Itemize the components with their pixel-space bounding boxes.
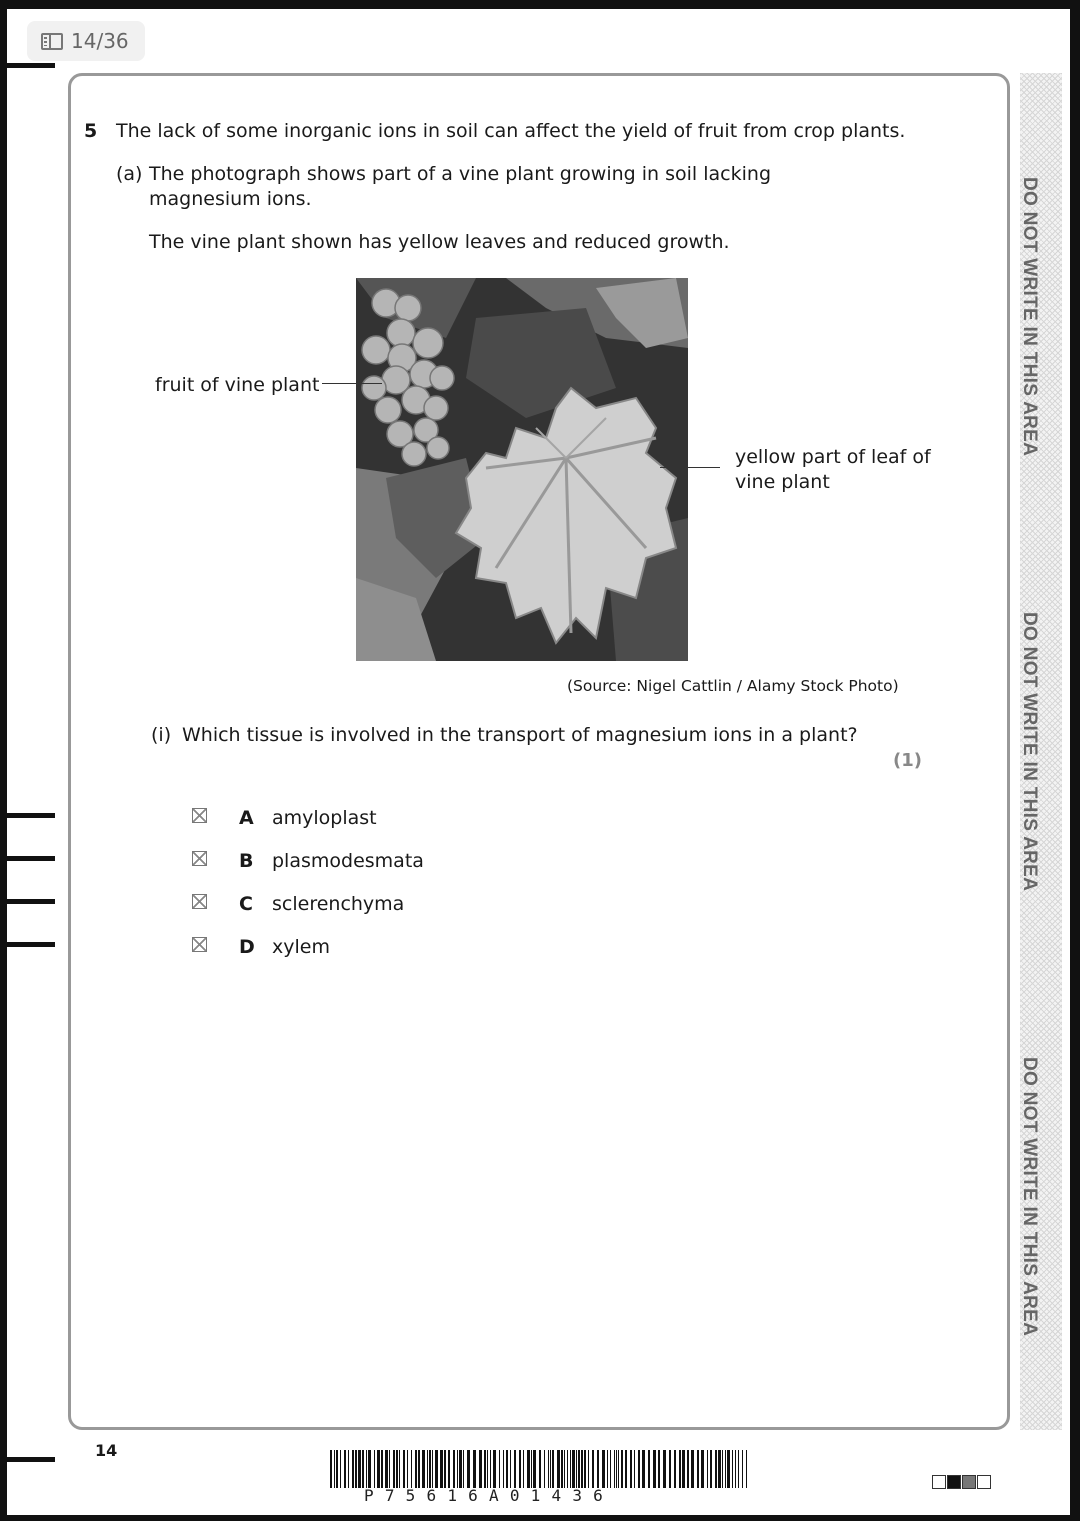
marks-label: (1)	[893, 750, 922, 771]
registration-mark	[0, 899, 55, 904]
barcode-bar	[634, 1450, 635, 1488]
barcode-bar	[725, 1450, 726, 1488]
barcode-bar	[429, 1450, 431, 1488]
barcode-bar	[658, 1450, 660, 1488]
barcode-bar	[648, 1450, 650, 1488]
barcode-bar	[642, 1450, 645, 1488]
label-leaf: vine plant	[735, 471, 830, 493]
square-marker	[932, 1475, 946, 1489]
barcode-bar	[479, 1450, 482, 1488]
barcode-bar	[602, 1450, 605, 1488]
barcode-bar	[727, 1450, 730, 1488]
barcode-bar	[519, 1450, 521, 1488]
barcode-bar	[340, 1450, 341, 1488]
barcode-bar	[697, 1450, 699, 1488]
question-frame	[68, 73, 1010, 1430]
question-number: 5	[84, 120, 98, 142]
barcode-bar	[625, 1450, 627, 1488]
barcode	[330, 1450, 747, 1488]
barcode-bar	[710, 1450, 712, 1488]
leader-line-leaf	[660, 467, 720, 468]
barcode-bar	[597, 1450, 599, 1488]
barcode-bar	[444, 1450, 446, 1488]
square-marker	[947, 1475, 961, 1489]
barcode-bar	[572, 1450, 575, 1488]
barcode-bar	[561, 1450, 563, 1488]
barcode-bar	[362, 1450, 364, 1488]
barcode-bar	[674, 1450, 676, 1488]
barcode-bar	[735, 1450, 736, 1488]
barcode-bar	[539, 1450, 541, 1488]
option-c-letter: C	[239, 893, 253, 915]
label-fruit: fruit of vine plant	[155, 374, 320, 396]
barcode-bar	[570, 1450, 571, 1488]
frame-bottom-border	[0, 1515, 1080, 1521]
option-a-text: amyloplast	[272, 807, 377, 829]
sub-question-text: Which tissue is involved in the transport of magnesium ions in a plant?	[182, 724, 858, 746]
barcode-bar	[578, 1450, 580, 1488]
barcode-bar	[358, 1450, 361, 1488]
barcode-bar	[523, 1450, 524, 1488]
barcode-bar	[610, 1450, 611, 1488]
barcode-text: P75616A01436	[364, 1486, 614, 1505]
barcode-bar	[581, 1450, 583, 1488]
frame-top-border	[0, 0, 1080, 9]
barcode-bar	[399, 1450, 400, 1488]
barcode-bar	[638, 1450, 640, 1488]
barcode-bar	[493, 1450, 496, 1488]
margin-notice: DO NOT WRITE IN THIS AREA	[1019, 1057, 1040, 1337]
option-a-letter: A	[239, 807, 254, 829]
barcode-bar	[459, 1450, 462, 1488]
page-indicator-label: 14/36	[71, 29, 129, 53]
barcode-bar	[616, 1450, 617, 1488]
barcode-bar	[407, 1450, 408, 1488]
barcode-bar	[592, 1450, 594, 1488]
barcode-bar	[567, 1450, 568, 1488]
barcode-bar	[381, 1450, 383, 1488]
barcode-bar	[707, 1450, 708, 1488]
frame-left-border	[0, 0, 7, 1521]
option-a-checkbox[interactable]	[192, 808, 207, 823]
square-marker	[977, 1475, 991, 1489]
barcode-bar	[393, 1450, 395, 1488]
barcode-bar	[576, 1450, 577, 1488]
option-c-text: sclerenchyma	[272, 893, 405, 915]
barcode-bar	[742, 1450, 743, 1488]
frame-right-border	[1070, 0, 1080, 1521]
part-a-text-2: The vine plant shown has yellow leaves and reduced growth.	[149, 231, 730, 253]
square-marker	[962, 1475, 976, 1489]
barcode-bar	[630, 1450, 632, 1488]
label-leaf: yellow part of leaf of	[735, 446, 931, 468]
barcode-bar	[682, 1450, 685, 1488]
barcode-bar	[440, 1450, 443, 1488]
option-d-checkbox[interactable]	[192, 937, 207, 952]
barcode-bar	[484, 1450, 486, 1488]
barcode-bar	[366, 1450, 367, 1488]
barcode-bar	[544, 1450, 545, 1488]
barcode-bar	[718, 1450, 721, 1488]
barcode-bar	[467, 1450, 470, 1488]
registration-mark	[0, 1457, 55, 1462]
barcode-bar	[663, 1450, 666, 1488]
page-squares	[932, 1475, 992, 1489]
barcode-bar	[344, 1450, 346, 1488]
barcode-bar	[618, 1450, 619, 1488]
option-b-checkbox[interactable]	[192, 851, 207, 866]
barcode-bar	[348, 1450, 349, 1488]
barcode-bar	[621, 1450, 623, 1488]
part-a-text: magnesium ions.	[149, 188, 312, 210]
barcode-bar	[377, 1450, 380, 1488]
barcode-bar	[453, 1450, 455, 1488]
barcode-bar	[687, 1450, 689, 1488]
part-a-label: (a)	[116, 163, 143, 185]
barcode-bar	[411, 1450, 412, 1488]
barcode-bar	[503, 1450, 504, 1488]
barcode-bar	[490, 1450, 491, 1488]
margin-notice: DO NOT WRITE IN THIS AREA	[1019, 177, 1040, 457]
barcode-bar	[653, 1450, 656, 1488]
barcode-bar	[355, 1450, 357, 1488]
barcode-bar	[548, 1450, 549, 1488]
option-c-checkbox[interactable]	[192, 894, 207, 909]
page-number: 14	[95, 1441, 118, 1460]
barcode-bar	[564, 1450, 565, 1488]
margin-notice: DO NOT WRITE IN THIS AREA	[1019, 612, 1040, 892]
barcode-bar	[732, 1450, 733, 1488]
page-indicator[interactable]	[27, 21, 145, 61]
barcode-bar	[463, 1450, 464, 1488]
barcode-bar	[432, 1450, 433, 1488]
option-b-letter: B	[239, 850, 254, 872]
barcode-bar	[448, 1450, 450, 1488]
registration-mark	[0, 856, 55, 861]
barcode-bar	[330, 1450, 332, 1488]
barcode-bar	[738, 1450, 739, 1488]
leader-line-fruit	[322, 383, 382, 384]
barcode-bar	[415, 1450, 417, 1488]
barcode-bar	[701, 1450, 704, 1488]
barcode-bar	[499, 1450, 500, 1488]
barcode-bar	[336, 1450, 338, 1488]
question-stem: The lack of some inorganic ions in soil can affect the yield of fruit from crop plants.	[116, 120, 906, 142]
option-d-text: xylem	[272, 936, 330, 958]
barcode-bar	[607, 1450, 608, 1488]
barcode-bar	[374, 1450, 375, 1488]
barcode-bar	[510, 1450, 511, 1488]
barcode-bar	[389, 1450, 390, 1488]
barcode-bar	[679, 1450, 681, 1488]
barcode-bar	[435, 1450, 438, 1488]
registration-mark	[0, 942, 55, 947]
barcode-bar	[418, 1450, 420, 1488]
barcode-bar	[385, 1450, 388, 1488]
barcode-bar	[403, 1450, 405, 1488]
vine-plant-photo	[356, 278, 688, 661]
barcode-bar	[557, 1450, 560, 1488]
barcode-bar	[473, 1450, 476, 1488]
barcode-bar	[487, 1450, 488, 1488]
barcode-bar	[506, 1450, 508, 1488]
barcode-bar	[584, 1450, 586, 1488]
barcode-bar	[533, 1450, 536, 1488]
barcode-bar	[691, 1450, 694, 1488]
barcode-bar	[334, 1450, 335, 1488]
barcode-bar	[457, 1450, 458, 1488]
barcode-bar	[368, 1450, 371, 1488]
part-a-text: The photograph shows part of a vine plant growing in soil lacking	[149, 163, 771, 185]
barcode-bar	[352, 1450, 354, 1488]
barcode-bar	[614, 1450, 615, 1488]
barcode-bar	[669, 1450, 671, 1488]
registration-mark	[0, 813, 55, 818]
barcode-bar	[427, 1450, 428, 1488]
registration-mark	[0, 63, 55, 68]
barcode-bar	[722, 1450, 723, 1488]
sub-question-label: (i)	[151, 724, 172, 746]
barcode-bar	[531, 1450, 532, 1488]
barcode-bar	[588, 1450, 589, 1488]
barcode-bar	[422, 1450, 425, 1488]
barcode-bar	[715, 1450, 717, 1488]
barcode-bar	[527, 1450, 530, 1488]
option-d-letter: D	[239, 936, 255, 958]
barcode-bar	[514, 1450, 516, 1488]
option-b-text: plasmodesmata	[272, 850, 424, 872]
barcode-bar	[396, 1450, 398, 1488]
sidebar-icon	[41, 33, 63, 50]
barcode-bar	[550, 1450, 551, 1488]
photo-source: (Source: Nigel Cattlin / Alamy Stock Photo)	[567, 677, 899, 695]
barcode-bar	[552, 1450, 554, 1488]
barcode-bar	[746, 1450, 747, 1488]
